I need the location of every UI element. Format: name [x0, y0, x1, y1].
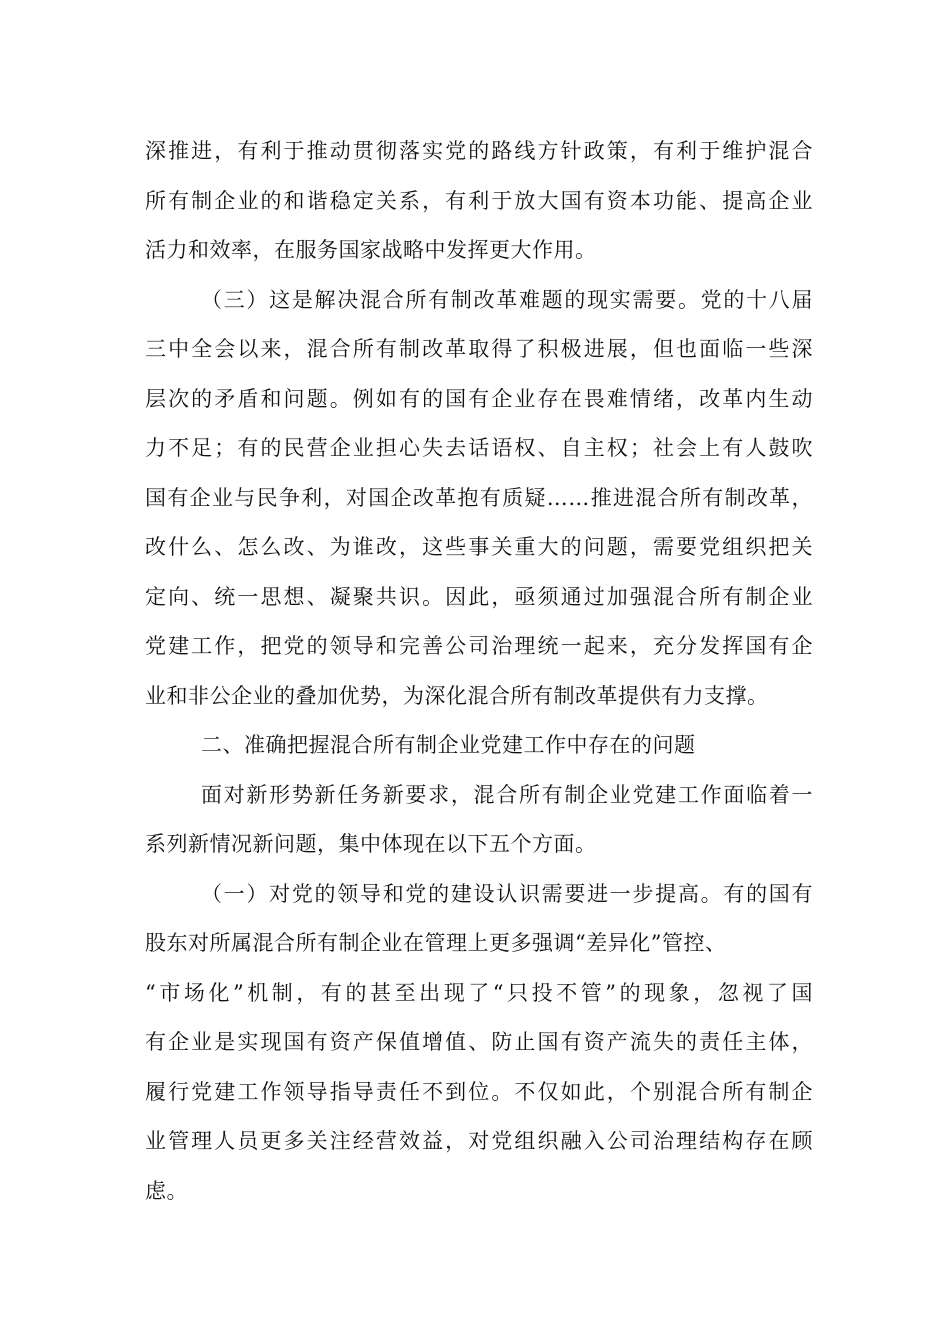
paragraph-1-line-1: 深推进，有利于推动贯彻落实党的路线方针政策，有利于维护混合	[145, 139, 813, 163]
paragraph-3-line-2: 系列新情况新问题，集中体现在以下五个方面。	[145, 832, 597, 856]
paragraph-2-line-8: 党建工作，把党的领导和完善公司治理统一起来，充分发挥国有企	[145, 634, 813, 658]
paragraph-2-line-2: 三中全会以来，混合所有制改革取得了积极进展，但也面临一些深	[145, 337, 813, 361]
paragraph-4-line-5: 履行党建工作领导指导责任不到位。不仅如此，个别混合所有制企	[145, 1080, 813, 1104]
paragraph-2-line-4: 力不足；有的民营企业担心失去话语权、自主权；社会上有人鼓吹	[145, 436, 813, 460]
paragraph-4-line-2: 股东对所属混合所有制企业在管理上更多强调“差异化”管控、	[145, 931, 727, 955]
paragraph-4-line-4: 有企业是实现国有资产保值增值、防止国有资产流失的责任主体，	[145, 1030, 813, 1054]
paragraph-3-line-1: 面对新形势新任务新要求，混合所有制企业党建工作面临着一	[201, 783, 813, 807]
section-heading-2: 二、准确把握混合所有制企业党建工作中存在的问题	[201, 733, 696, 757]
paragraph-1-line-3: 活力和效率，在服务国家战略中发挥更大作用。	[145, 238, 597, 262]
paragraph-2-line-6: 改什么、怎么改、为谁改，这些事关重大的问题，需要党组织把关	[145, 535, 813, 559]
paragraph-4-line-6: 业管理人员更多关注经营效益，对党组织融入公司治理结构存在顾	[145, 1129, 813, 1153]
paragraph-1-line-2: 所有制企业的和谐稳定关系，有利于放大国有资本功能、提高企业	[145, 189, 813, 213]
paragraph-4-line-3: “市场化”机制，有的甚至出现了“只投不管”的现象，忽视了国	[145, 981, 813, 1005]
paragraph-2-line-5: 国有企业与民争利，对国企改革抱有质疑……推进混合所有制改革，	[145, 486, 813, 510]
paragraph-4-line-7: 虑。	[145, 1179, 188, 1203]
paragraph-2-line-1: （三）这是解决混合所有制改革难题的现实需要。党的十八届	[201, 288, 813, 312]
paragraph-2-line-7: 定向、统一思想、凝聚共识。因此，亟须通过加强混合所有制企业	[145, 585, 813, 609]
paragraph-4-line-1: （一）对党的领导和党的建设认识需要进一步提高。有的国有	[201, 882, 813, 906]
paragraph-2-line-3: 层次的矛盾和问题。例如有的国有企业存在畏难情绪，改革内生动	[145, 387, 813, 411]
paragraph-2-line-9: 业和非公企业的叠加优势，为深化混合所有制改革提供有力支撑。	[145, 684, 769, 708]
